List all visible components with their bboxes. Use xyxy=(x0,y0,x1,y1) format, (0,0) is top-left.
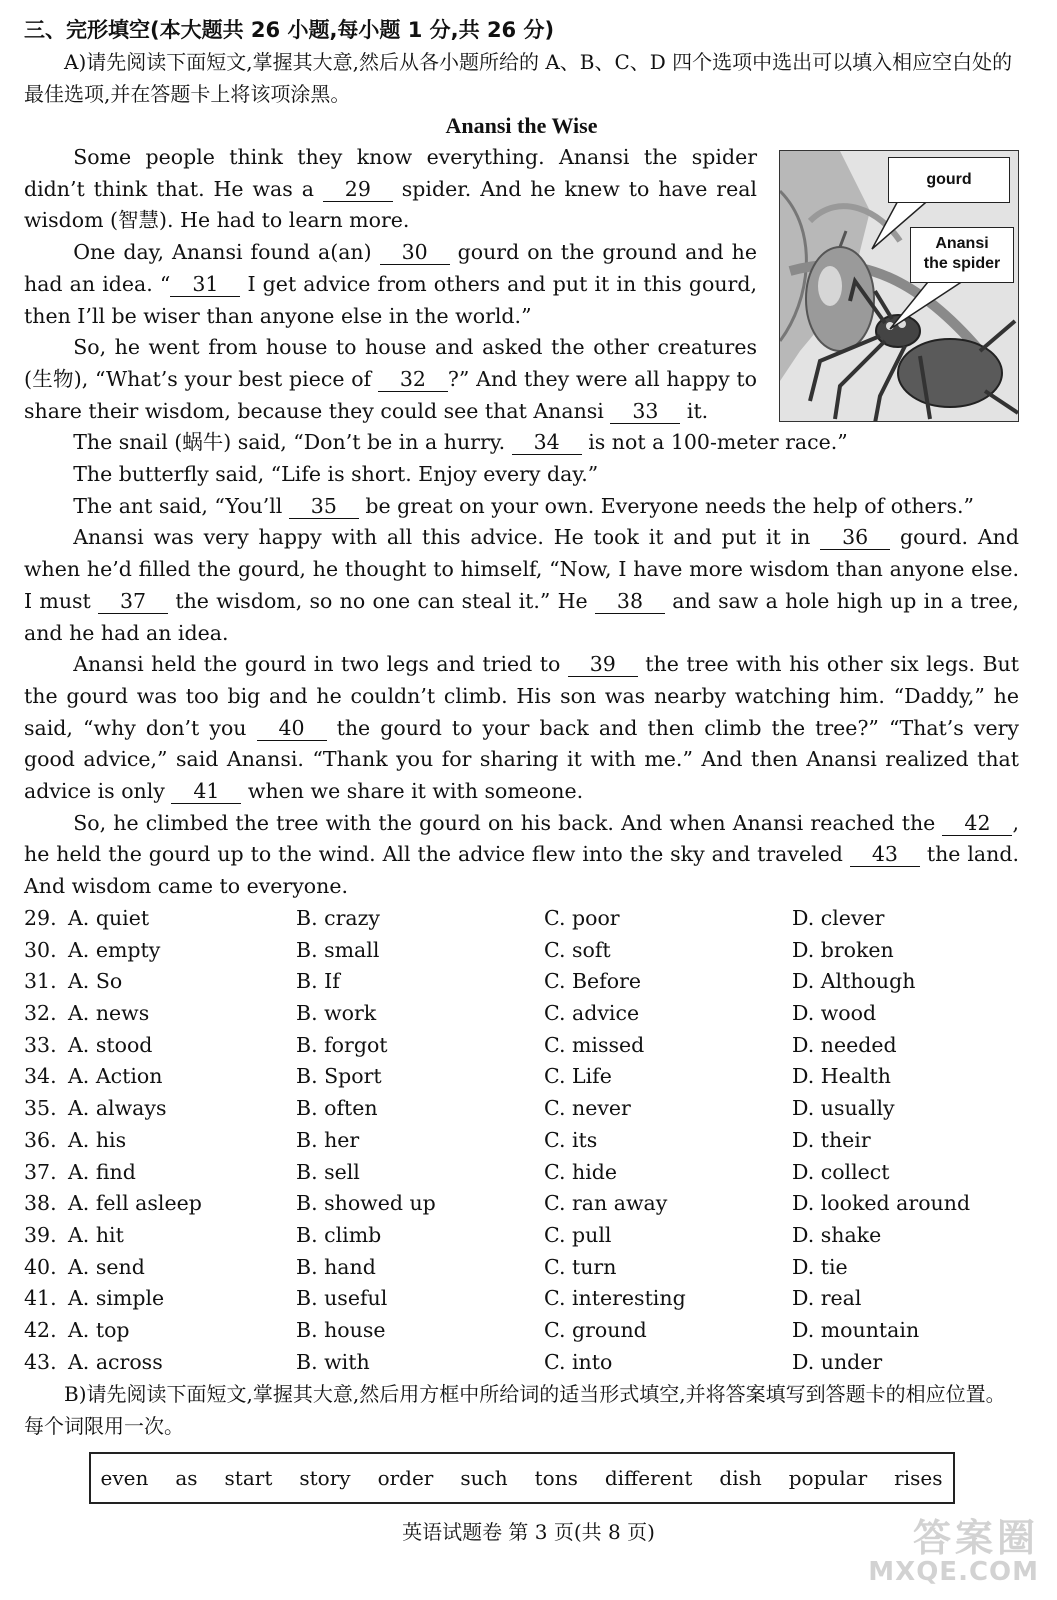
word-bank-item: story xyxy=(299,1466,351,1491)
p1-text-c: spider. And he knew to have real wisdom (智慧). He had to learn more. xyxy=(24,176,757,233)
gourd-callout-label: gourd xyxy=(926,171,972,188)
paragraph-7 xyxy=(24,522,1019,649)
blank-41: 41 xyxy=(171,779,241,804)
option-b: B. with xyxy=(296,1349,370,1374)
blank-38: 38 xyxy=(595,589,665,614)
option-a: A. quiet xyxy=(68,905,150,930)
word-bank-item: even xyxy=(100,1466,149,1491)
gourd-callout xyxy=(888,157,1010,203)
p8-text-a: Anansi held the gourd in two legs and tried to xyxy=(73,652,568,677)
option-b: B. forgot xyxy=(296,1032,388,1057)
p5-text-a: The butterfly said, “Life is short. Enjoy every day.” xyxy=(73,462,599,487)
option-d: D. usually xyxy=(792,1096,895,1121)
option-c: C. never xyxy=(544,1096,631,1121)
p9-text-d: the land. And wisdom came to everyone. xyxy=(24,842,1019,899)
p1-text-a: Some people think they know everything. Anansi the spider didn’t think that. He was a xyxy=(24,145,757,201)
watermark-line2: MXQE.COM xyxy=(868,1557,1039,1587)
option-a: A. send xyxy=(68,1254,145,1279)
question-number: 30. xyxy=(24,937,57,962)
option-c: C. its xyxy=(544,1127,598,1152)
option-b: B. sell xyxy=(296,1159,360,1184)
option-d: D. needed xyxy=(792,1032,897,1057)
p7-text-c: gourd. And when he’d filled the gourd, he thought to himself, “Now, I have more wisdom than anyone else. I must xyxy=(24,525,1019,613)
option-row xyxy=(24,1315,1019,1347)
question-number: 33. xyxy=(24,1032,57,1057)
option-row xyxy=(24,935,1019,967)
blank-30: 30 xyxy=(380,240,450,265)
p6-text-c: be great on your own. Everyone needs the help of others.” xyxy=(358,493,974,518)
option-b: B. house xyxy=(296,1318,386,1343)
option-d: D. shake xyxy=(792,1222,882,1247)
option-d: D. under xyxy=(792,1349,883,1374)
question-number: 39. xyxy=(24,1222,57,1247)
option-a: A. always xyxy=(68,1096,167,1121)
p7-text-d: the wisdom, so no one can steal it.” He xyxy=(168,588,595,613)
p2-text-a: One day, Anansi found a(an) xyxy=(73,240,380,265)
option-a: A. empty xyxy=(68,937,161,962)
option-row xyxy=(24,1283,1019,1315)
question-number: 34. xyxy=(24,1064,57,1089)
p3-text-c: ?” And they were all happy to share their wisdom, because they could see that Anansi xyxy=(24,366,757,423)
option-b: B. crazy xyxy=(296,905,380,930)
word-bank-item: start xyxy=(224,1466,273,1491)
question-number: 32. xyxy=(24,1000,57,1025)
question-number: 29. xyxy=(24,905,57,930)
option-b: B. often xyxy=(296,1096,378,1121)
word-bank-item: order xyxy=(377,1466,434,1491)
option-a: A. Action xyxy=(68,1064,163,1089)
option-c: C. missed xyxy=(544,1032,645,1057)
question-number: 43. xyxy=(24,1349,57,1374)
option-row xyxy=(24,1030,1019,1062)
question-number: 42. xyxy=(24,1318,57,1343)
p4-text-a: The snail (蜗牛) said, “Don’t be in a hurry. xyxy=(73,430,512,455)
option-d: D. Health xyxy=(792,1064,891,1089)
question-number: 41. xyxy=(24,1286,57,1311)
option-d: D. Although xyxy=(792,969,916,994)
answer-options xyxy=(24,903,1019,1379)
paragraph-5 xyxy=(24,459,1019,491)
option-b: B. showed up xyxy=(296,1191,436,1216)
question-number: 31. xyxy=(24,969,57,994)
p7-text-e: and saw a hole high up in a tree, and he had an idea. xyxy=(24,588,1019,645)
p9-text-c: , he held the gourd up to the wind. All the advice flew into the sky and traveled xyxy=(24,810,1019,867)
paragraph-9 xyxy=(24,808,1019,903)
option-row xyxy=(24,1252,1019,1284)
option-c: C. Before xyxy=(544,969,642,994)
p2-text-c: gourd on the ground and he had an idea. “ xyxy=(24,240,757,296)
blank-40: 40 xyxy=(257,716,327,741)
p3-text-a: So, he went from house to house and asked the other creatures (生物), “What’s your best piece of xyxy=(24,335,757,391)
question-number: 35. xyxy=(24,1096,57,1121)
p6-text-a: The ant said, “You’ll xyxy=(73,493,289,518)
section-a-instructions: A)请先阅读下面短文,掌握其大意,然后从各小题所给的 A、B、C、D 四个选项中选出可以填入相应空白处的最佳选项,并在答题卡上将该项涂黑。 xyxy=(24,50,1013,106)
option-b: B. useful xyxy=(296,1286,388,1311)
option-a: A. top xyxy=(68,1318,130,1343)
spider-callout-line1: Anansi xyxy=(935,235,989,252)
p9-text-a: So, he climbed the tree with the gourd on his back. And when Anansi reached the xyxy=(73,810,943,835)
option-d: D. broken xyxy=(792,937,894,962)
option-row xyxy=(24,903,1019,935)
option-row xyxy=(24,1347,1019,1379)
option-c: C. into xyxy=(544,1349,613,1374)
blank-43: 43 xyxy=(850,842,920,867)
option-a: A. his xyxy=(68,1127,127,1152)
option-d: D. clever xyxy=(792,905,885,930)
option-c: C. hide xyxy=(544,1159,618,1184)
option-row xyxy=(24,998,1019,1030)
option-a: A. So xyxy=(68,969,123,994)
option-b: B. small xyxy=(296,937,380,962)
paragraph-8 xyxy=(24,649,1019,808)
page-footer: 英语试题卷 第 3 页(共 8 页) xyxy=(402,1520,655,1544)
word-bank-item: popular xyxy=(788,1466,868,1491)
blank-34: 34 xyxy=(512,430,582,455)
option-c: C. turn xyxy=(544,1254,617,1279)
word-bank-item: tons xyxy=(534,1466,578,1491)
option-b: B. Sport xyxy=(296,1064,382,1089)
question-number: 38. xyxy=(24,1191,57,1216)
blank-36: 36 xyxy=(820,525,890,550)
question-number: 37. xyxy=(24,1159,57,1184)
option-b: B. If xyxy=(296,969,340,994)
p3-text-d: it. xyxy=(680,398,709,423)
p4-text-c: is not a 100-meter race.” xyxy=(581,430,848,455)
option-c: C. ran away xyxy=(544,1191,668,1216)
option-d: D. their xyxy=(792,1127,871,1152)
blank-42: 42 xyxy=(942,811,1012,836)
spider-callout xyxy=(910,227,1014,283)
option-c: C. soft xyxy=(544,937,611,962)
p2-text-d: I get advice from others and put it in this gourd, then I’ll be wiser than anyone else in the world.” xyxy=(24,271,757,328)
option-row xyxy=(24,1093,1019,1125)
option-b: B. climb xyxy=(296,1222,382,1247)
paragraph-4 xyxy=(24,427,1019,459)
watermark-line1: 答案圈 xyxy=(912,1516,1039,1560)
option-c: C. Life xyxy=(544,1064,612,1089)
option-row xyxy=(24,1188,1019,1220)
option-d: D. tie xyxy=(792,1254,848,1279)
option-c: C. pull xyxy=(544,1222,612,1247)
question-number: 36. xyxy=(24,1127,57,1152)
word-bank-box xyxy=(89,1452,955,1504)
option-c: C. ground xyxy=(544,1318,647,1343)
option-row xyxy=(24,966,1019,998)
option-c: C. poor xyxy=(544,905,620,930)
option-a: A. stood xyxy=(68,1032,153,1057)
option-d: D. looked around xyxy=(792,1191,971,1216)
p8-text-d: the gourd to your back and then climb the tree?” “That’s very good advice,” said Anansi. “Thank you for sharing it with me.” And then Anansi realized that advice is only xyxy=(24,715,1019,804)
option-d: D. mountain xyxy=(792,1318,920,1343)
blank-37: 37 xyxy=(98,589,168,614)
option-c: C. interesting xyxy=(544,1286,686,1311)
paragraph-6 xyxy=(24,491,1019,523)
blank-35: 35 xyxy=(289,494,359,519)
option-a: A. news xyxy=(68,1000,150,1025)
option-a: A. find xyxy=(68,1159,136,1184)
question-number: 40. xyxy=(24,1254,57,1279)
option-a: A. across xyxy=(68,1349,163,1374)
passage-title: Anansi the Wise xyxy=(445,113,598,138)
option-a: A. fell asleep xyxy=(68,1191,202,1216)
section-heading: 三、完形填空(本大题共 26 小题,每小题 1 分,共 26 分) xyxy=(24,18,555,42)
option-b: B. hand xyxy=(296,1254,376,1279)
p7-text-a: Anansi was very happy with all this advice. He took it and put it in xyxy=(73,525,821,550)
option-d: D. real xyxy=(792,1286,862,1311)
option-row xyxy=(24,1061,1019,1093)
option-row xyxy=(24,1220,1019,1252)
option-row xyxy=(24,1157,1019,1189)
p8-text-e: when we share it with someone. xyxy=(241,779,584,804)
option-b: B. work xyxy=(296,1000,377,1025)
spider-callout-line2: the spider xyxy=(923,255,1001,272)
word-bank-item: such xyxy=(460,1466,508,1491)
anansi-illustration xyxy=(779,150,1019,422)
blank-32: 32 xyxy=(378,367,448,392)
blank-33: 33 xyxy=(610,399,680,424)
word-bank-item: rises xyxy=(894,1466,943,1491)
option-c: C. advice xyxy=(544,1000,640,1025)
word-bank-item: different xyxy=(604,1466,693,1491)
blank-39: 39 xyxy=(568,652,638,677)
section-b-instructions: B)请先阅读下面短文,掌握其大意,然后用方框中所给词的适当形式填空,并将答案填写到答题卡的相应位置。每个词限用一次。 xyxy=(24,1382,1006,1439)
watermark-logo xyxy=(868,1518,1039,1586)
option-d: D. collect xyxy=(792,1159,890,1184)
word-bank-item: as xyxy=(175,1466,198,1491)
passage-body xyxy=(24,142,1019,903)
blank-31: 31 xyxy=(170,272,240,297)
option-row xyxy=(24,1125,1019,1157)
blank-29: 29 xyxy=(323,177,393,202)
option-d: D. wood xyxy=(792,1000,877,1025)
option-a: A. simple xyxy=(68,1286,165,1311)
option-b: B. her xyxy=(296,1127,360,1152)
option-a: A. hit xyxy=(68,1222,124,1247)
p8-text-c: the tree with his other six legs. But the gourd was too big and he couldn’t climb. His son was nearby watching him. “Daddy,” he said, “why don’t you xyxy=(24,652,1019,740)
word-bank-item: dish xyxy=(719,1466,762,1491)
